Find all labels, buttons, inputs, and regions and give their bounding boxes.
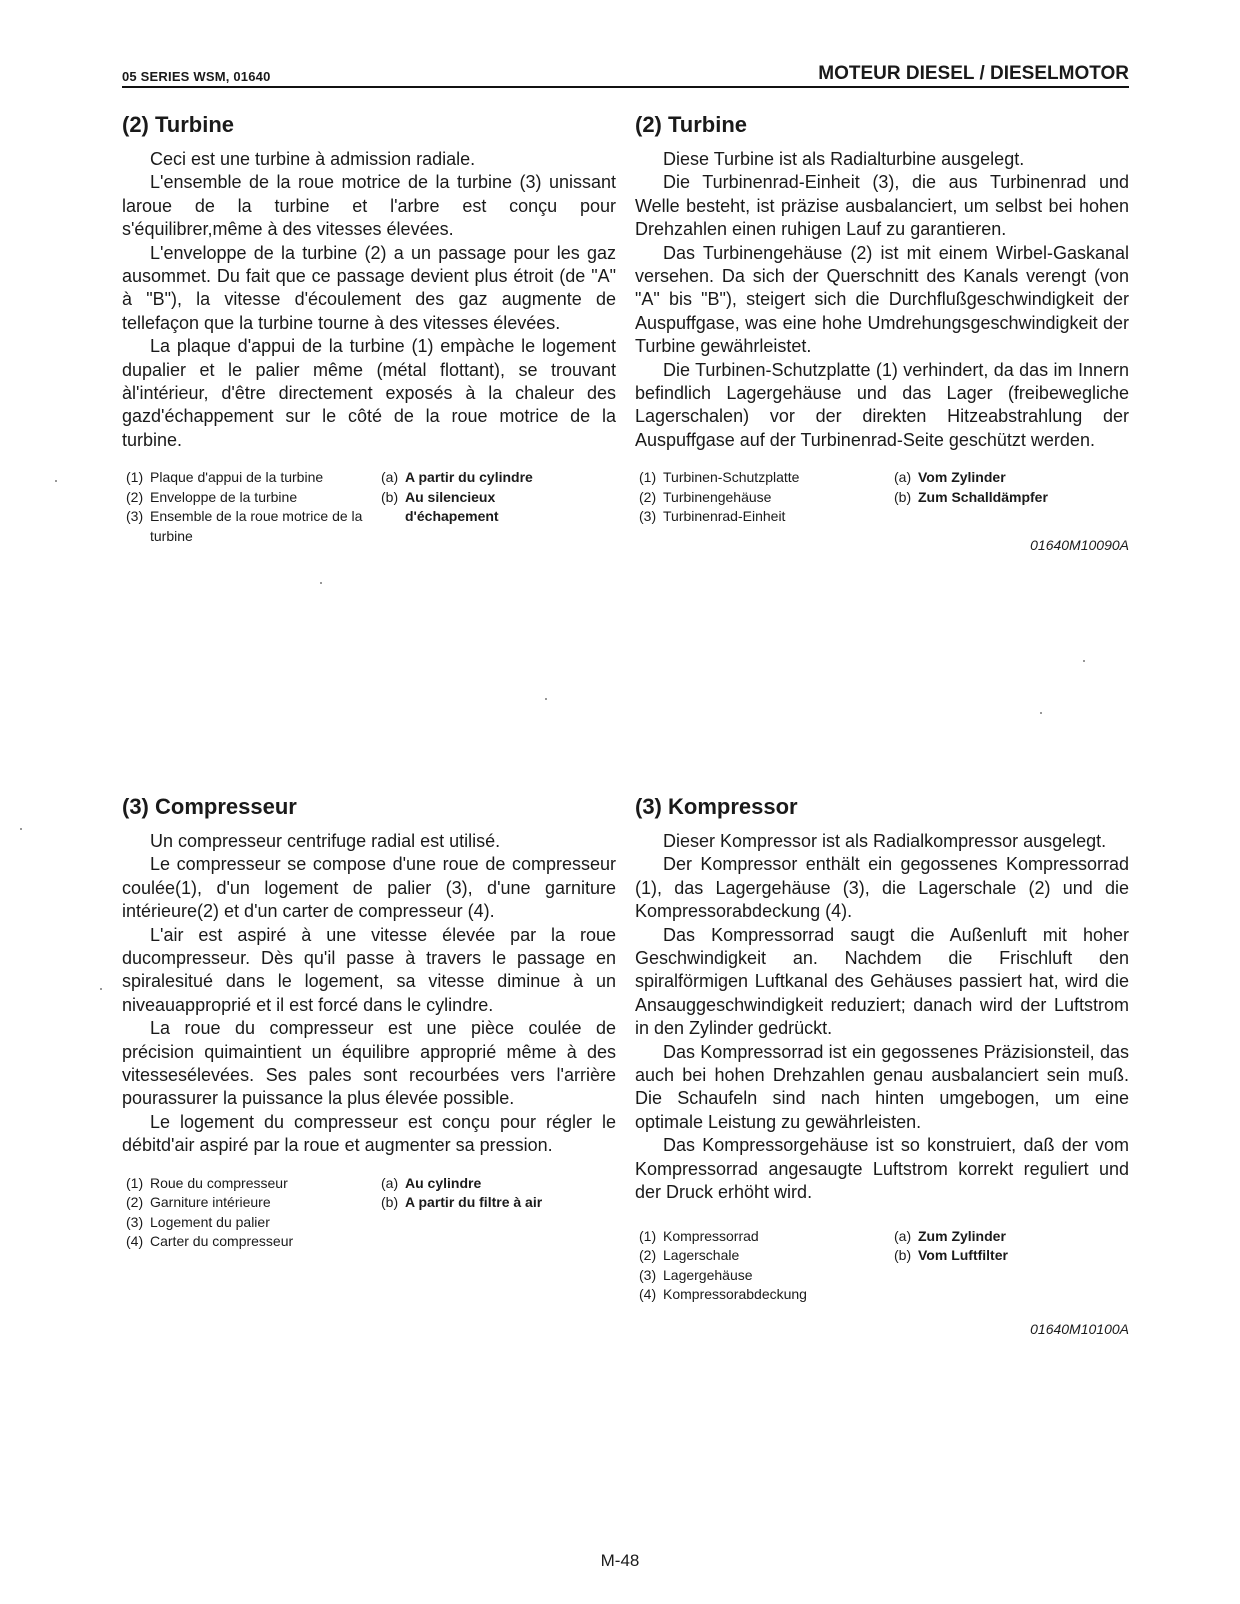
paragraph: L'enveloppe de la turbine (2) a un passage pour les gaz ausommet. Du fait que ce passage devient plus étroit (de "A" à "B"), la vitesse d'écoulement des gaz augmente de tellefaçon que la turbine tourne à des vitesses élevées. — [122, 242, 616, 333]
legend-item: (a) Au cylindre — [381, 1174, 482, 1191]
section-turbine-fr — [122, 112, 616, 546]
legend — [122, 468, 616, 546]
paragraph: Das Kompressorgehäuse ist so konstruiert, daß der vom Kompressorrad angesaugte Luftstrom korrekt reguliert und der Druck erhöht wird. — [635, 1135, 1129, 1203]
section-body — [122, 148, 616, 452]
paragraph: Die Turbinenrad-Einheit (3), die aus Turbinenrad und Welle besteht, ist präzise ausbalanciert, um selbst bei hohen Drehzahlen einen ruhigen Lauf zu garantieren. — [635, 172, 1129, 240]
section-body — [122, 830, 616, 1158]
legend-item: (b) Au silencieux d'échapement — [381, 488, 499, 525]
legend — [635, 1227, 1129, 1305]
legend-numbered-list — [122, 1174, 377, 1252]
scan-speck — [320, 582, 322, 584]
paragraph: Diese Turbine ist als Radialturbine ausgelegt. — [663, 149, 1025, 169]
section-compressor-fr — [122, 794, 616, 1252]
legend-item: (b) A partir du filtre à air — [381, 1194, 543, 1211]
paragraph: L'ensemble de la roue motrice de la turbine (3) unissant laroue de la turbine et l'arbre est conçu pour s'équilibrer,même à des vitesses élevées. — [122, 172, 616, 240]
legend-item: (2) Lagerschale — [639, 1247, 740, 1263]
scan-speck — [1083, 660, 1085, 662]
legend-item: (2) Turbinengehäuse — [639, 488, 772, 505]
paragraph: Das Turbinengehäuse (2) ist mit einem Wirbel-Gaskanal versehen. Da sich der Querschnitt des Kanals verengt (von "A" bis "B"), steigert sich die Durchflußgeschwindigkeit der Auspuffgase, was eine hohe Umdrehungsgeschwindigkeit der Turbine gewährleistet. — [635, 242, 1129, 357]
scan-speck — [100, 988, 102, 990]
legend — [635, 468, 1129, 527]
scan-speck — [1040, 712, 1042, 714]
paragraph: Ceci est une turbine à admission radiale. — [150, 149, 476, 169]
paragraph: Das Kompressorrad saugt die Außenluft mit hoher Geschwindigkeit an. Nachdem die Frischluft den spiralförmigen Luftkanal des Gehäuses passiert hat, wird die Ansauggeschwindigkeit reduziert; danach wird der Luftstrom in den Zylinder gedrückt. — [635, 924, 1129, 1039]
scan-speck — [55, 480, 57, 482]
legend-item: (a) Zum Zylinder — [894, 1227, 1006, 1244]
paragraph: L'air est aspiré à une vitesse élevée par la roue ducompresseur. Dès qu'il passe à travers le passage en spiralesitué dans le logement, sa vitesse diminue à un niveauapproprié et il est forcé dans le cylindre. — [122, 924, 616, 1015]
paragraph: La roue du compresseur est une pièce coulée de précision quimaintient un équilibre approprié même à des vitessesélevées. Ses pales sont recourbées vers l'arrière pourassurer la puissance la plus élevée possible. — [122, 1018, 616, 1109]
legend-item: (a) Vom Zylinder — [894, 469, 1006, 486]
legend-lettered-list — [890, 1227, 1008, 1305]
section-compressor-de — [635, 794, 1129, 1337]
section-title: (3) Kompressor — [635, 794, 798, 819]
page-header — [122, 62, 1129, 88]
legend-numbered-list — [635, 468, 890, 527]
legend-item: (4) Carter du compresseur — [126, 1233, 294, 1250]
section-title: (3) Compresseur — [122, 794, 297, 819]
legend-item: (1) Roue du compresseur — [126, 1174, 288, 1191]
legend-item: (3) Logement du palier — [126, 1213, 270, 1230]
legend-lettered-list — [377, 1174, 542, 1252]
paragraph: Dieser Kompressor ist als Radialkompressor ausgelegt. — [663, 831, 1107, 851]
paragraph: Un compresseur centrifuge radial est utilisé. — [150, 831, 501, 851]
legend-item: (1) Turbinen-Schutzplatte — [639, 469, 800, 486]
legend-item: (4) Kompressorabdeckung — [639, 1286, 807, 1302]
document-code: 01640M10100A — [1030, 1320, 1129, 1337]
paragraph: Das Kompressorrad ist ein gegossenes Präzisionsteil, das auch bei hohen Drehzahlen genau ausbalanciert sein muß. Die Schaufeln sind nach hinten umgebogen, um eine optimale Leistung zu gewährleisten. — [635, 1041, 1129, 1132]
paragraph: Le compresseur se compose d'une roue de compresseur coulée(1), d'un logement de palier (3), d'une garniture intérieure(2) et d'un carter de compresseur (4). — [122, 854, 616, 922]
section-title: (2) Turbine — [635, 112, 748, 137]
legend — [122, 1174, 616, 1252]
document-code: 01640M10090A — [1030, 536, 1129, 553]
legend-lettered-list — [890, 468, 1048, 527]
legend-item: (3) Ensemble de la roue motrice de la turbine — [126, 508, 363, 544]
legend-numbered-list — [122, 468, 377, 546]
section-body — [635, 148, 1129, 452]
page-number: M-48 — [600, 1551, 640, 1570]
legend-item: (b) Zum Schalldämpfer — [894, 488, 1048, 505]
paragraph: Die Turbinen-Schutzplatte (1) verhindert, da das im Innern befindlich Lagergehäuse und das Lager (freibewegliche Lagerschalen) vor der direkten Hitzeabstrahlung der Auspuffgase auf der Turbinenrad-Seite geschützt werden. — [635, 359, 1129, 450]
legend-lettered-list — [377, 468, 533, 546]
legend-item: (a) A partir du cylindre — [381, 469, 533, 486]
paragraph: Der Kompressor enthält ein gegossenes Kompressorrad (1), das Lagergehäuse (3), die Lagerschale (2) und die Kompressorabdeckung (4). — [635, 854, 1129, 922]
legend-numbered-list — [635, 1227, 890, 1305]
legend-item: (2) Garniture intérieure — [126, 1194, 271, 1211]
legend-item: (3) Lagergehäuse — [639, 1266, 753, 1283]
scan-speck — [545, 698, 547, 700]
legend-item: (2) Enveloppe de la turbine — [126, 488, 298, 505]
legend-item: (b) Vom Luftfilter — [894, 1247, 1008, 1263]
legend-item: (3) Turbinenrad-Einheit — [639, 508, 786, 525]
paragraph: Le logement du compresseur est conçu pour régler le débitd'air aspiré par la roue et augmenter sa pression. — [122, 1111, 616, 1156]
section-turbine-de — [635, 112, 1129, 553]
legend-item: (1) Plaque d'appui de la turbine — [126, 469, 324, 486]
section-title: (2) Turbine — [122, 112, 235, 137]
scan-speck — [20, 828, 22, 830]
chapter-title: MOTEUR DIESEL / DIESELMOTOR — [818, 63, 1129, 84]
legend-item: (1) Kompressorrad — [639, 1227, 759, 1244]
section-body — [635, 830, 1129, 1205]
manual-code: 05 SERIES WSM, 01640 — [122, 69, 271, 84]
paragraph: La plaque d'appui de la turbine (1) empàche le logement dupalier et le palier même (métal flottant), se trouvant àl'intérieur, d'être directement exposés à la chaleur des gazd'échappement sur le côté de la roue motrice de la turbine. — [122, 336, 616, 450]
